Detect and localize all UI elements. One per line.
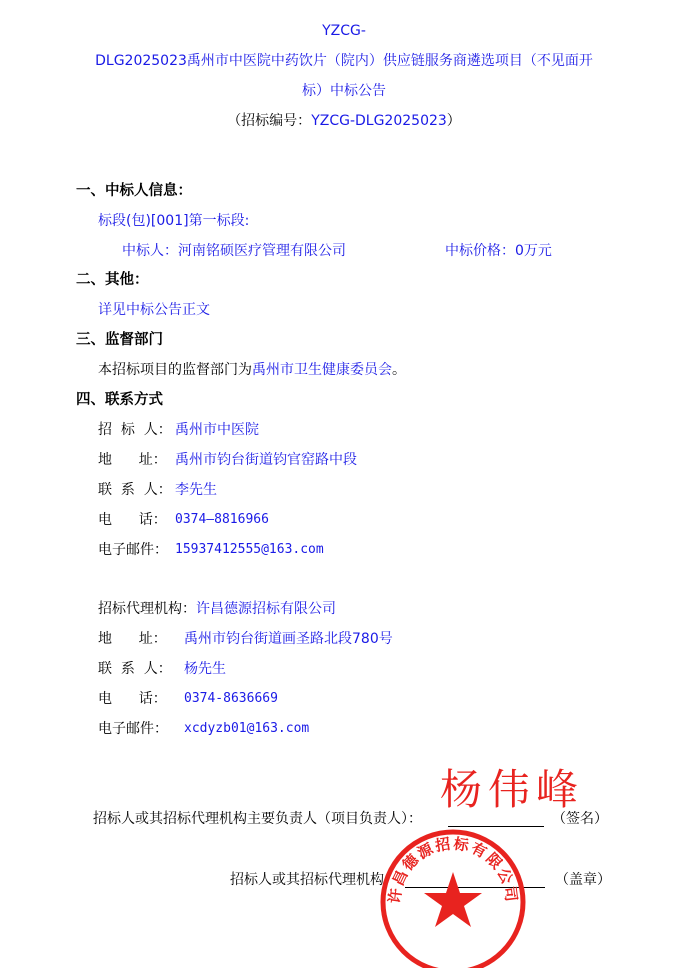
section3-text <box>98 361 406 379</box>
title-line-1: YZCG- <box>322 23 366 39</box>
agency-name: 许昌德源招标有限公司 <box>196 601 336 617</box>
winner-name: 河南铭硕医疗管理有限公司 <box>178 243 346 259</box>
org-signoff-line: 招标人或其招标代理机构： <box>230 872 398 888</box>
person-signoff-line: 招标人或其招标代理机构主要负责人（项目负责人）： <box>93 811 422 827</box>
section3-prefix: 本招标项目的监督部门为 <box>98 362 252 378</box>
winner-label: 中标人： <box>122 243 178 259</box>
agency-contact-value: 杨先生 <box>184 661 226 677</box>
section3-heading: 三、监督部门 <box>76 332 163 348</box>
tenderer-address-value: 禹州市钧台街道钧官窑路中段 <box>175 452 357 468</box>
agency-email-label: 电子邮件： <box>98 721 168 737</box>
agency-contact-label: 联 系 人： <box>98 661 172 677</box>
tenderer-email-value: 15937412555@163.com <box>175 542 324 557</box>
signature-text: 杨伟峰 <box>440 765 585 814</box>
tender-number-value: YZCG-DLG2025023 <box>311 113 447 129</box>
seal-text: 许昌德源招标有限公司 <box>385 834 521 905</box>
tenderer-phone-label: 电 话： <box>98 512 167 528</box>
section4-heading: 四、联系方式 <box>76 392 163 408</box>
section2-heading: 二、其他： <box>76 272 149 288</box>
tender-number <box>0 112 688 130</box>
agency-phone-value: 0374-8636669 <box>184 691 278 706</box>
price-value: 0万元 <box>515 243 552 259</box>
tenderer-contact-value: 李先生 <box>175 482 217 498</box>
agency-address-label: 地 址： <box>98 631 167 647</box>
title-line-3: 标）中标公告 <box>302 83 386 99</box>
agency-address-value: 禹州市钧台街道画圣路北段780号 <box>184 631 393 647</box>
tenderer-email-label: 电子邮件： <box>98 542 168 558</box>
tender-number-close: ） <box>446 113 461 129</box>
agency-phone-label: 电 话： <box>98 691 167 707</box>
tenderer-phone-value: 0374—8816966 <box>175 512 269 527</box>
tenderer-value: 禹州市中医院 <box>175 422 259 438</box>
section2-text: 详见中标公告正文 <box>98 302 210 318</box>
seal-star <box>424 872 482 927</box>
agency-row <box>98 600 336 618</box>
section3-suffix: 。 <box>392 362 406 378</box>
tenderer-label: 招 标 人： <box>98 422 172 438</box>
tenderer-contact-label: 联 系 人： <box>98 482 172 498</box>
tender-number-label: （招标编号： <box>227 113 312 129</box>
title-line-2: DLG2025023禹州市中医院中药饮片（院内）供应链服务商遴选项目（不见面开 <box>95 53 593 69</box>
person-signoff-suffix: （签名） <box>552 811 608 827</box>
tenderer-address-label: 地 址： <box>98 452 167 468</box>
agency-label: 招标代理机构： <box>98 601 196 617</box>
lot-label: 标段(包)[001]第一标段: <box>98 213 250 229</box>
section1-heading: 一、中标人信息： <box>76 183 192 199</box>
price-label: 中标价格： <box>445 243 515 259</box>
company-seal <box>378 820 528 968</box>
agency-email-value: xcdyzb01@163.com <box>184 721 310 736</box>
supervising-dept: 禹州市卫生健康委员会 <box>252 362 392 378</box>
winner-row <box>122 242 346 260</box>
price-row <box>445 242 552 260</box>
org-signoff-suffix: （盖章） <box>555 872 611 888</box>
